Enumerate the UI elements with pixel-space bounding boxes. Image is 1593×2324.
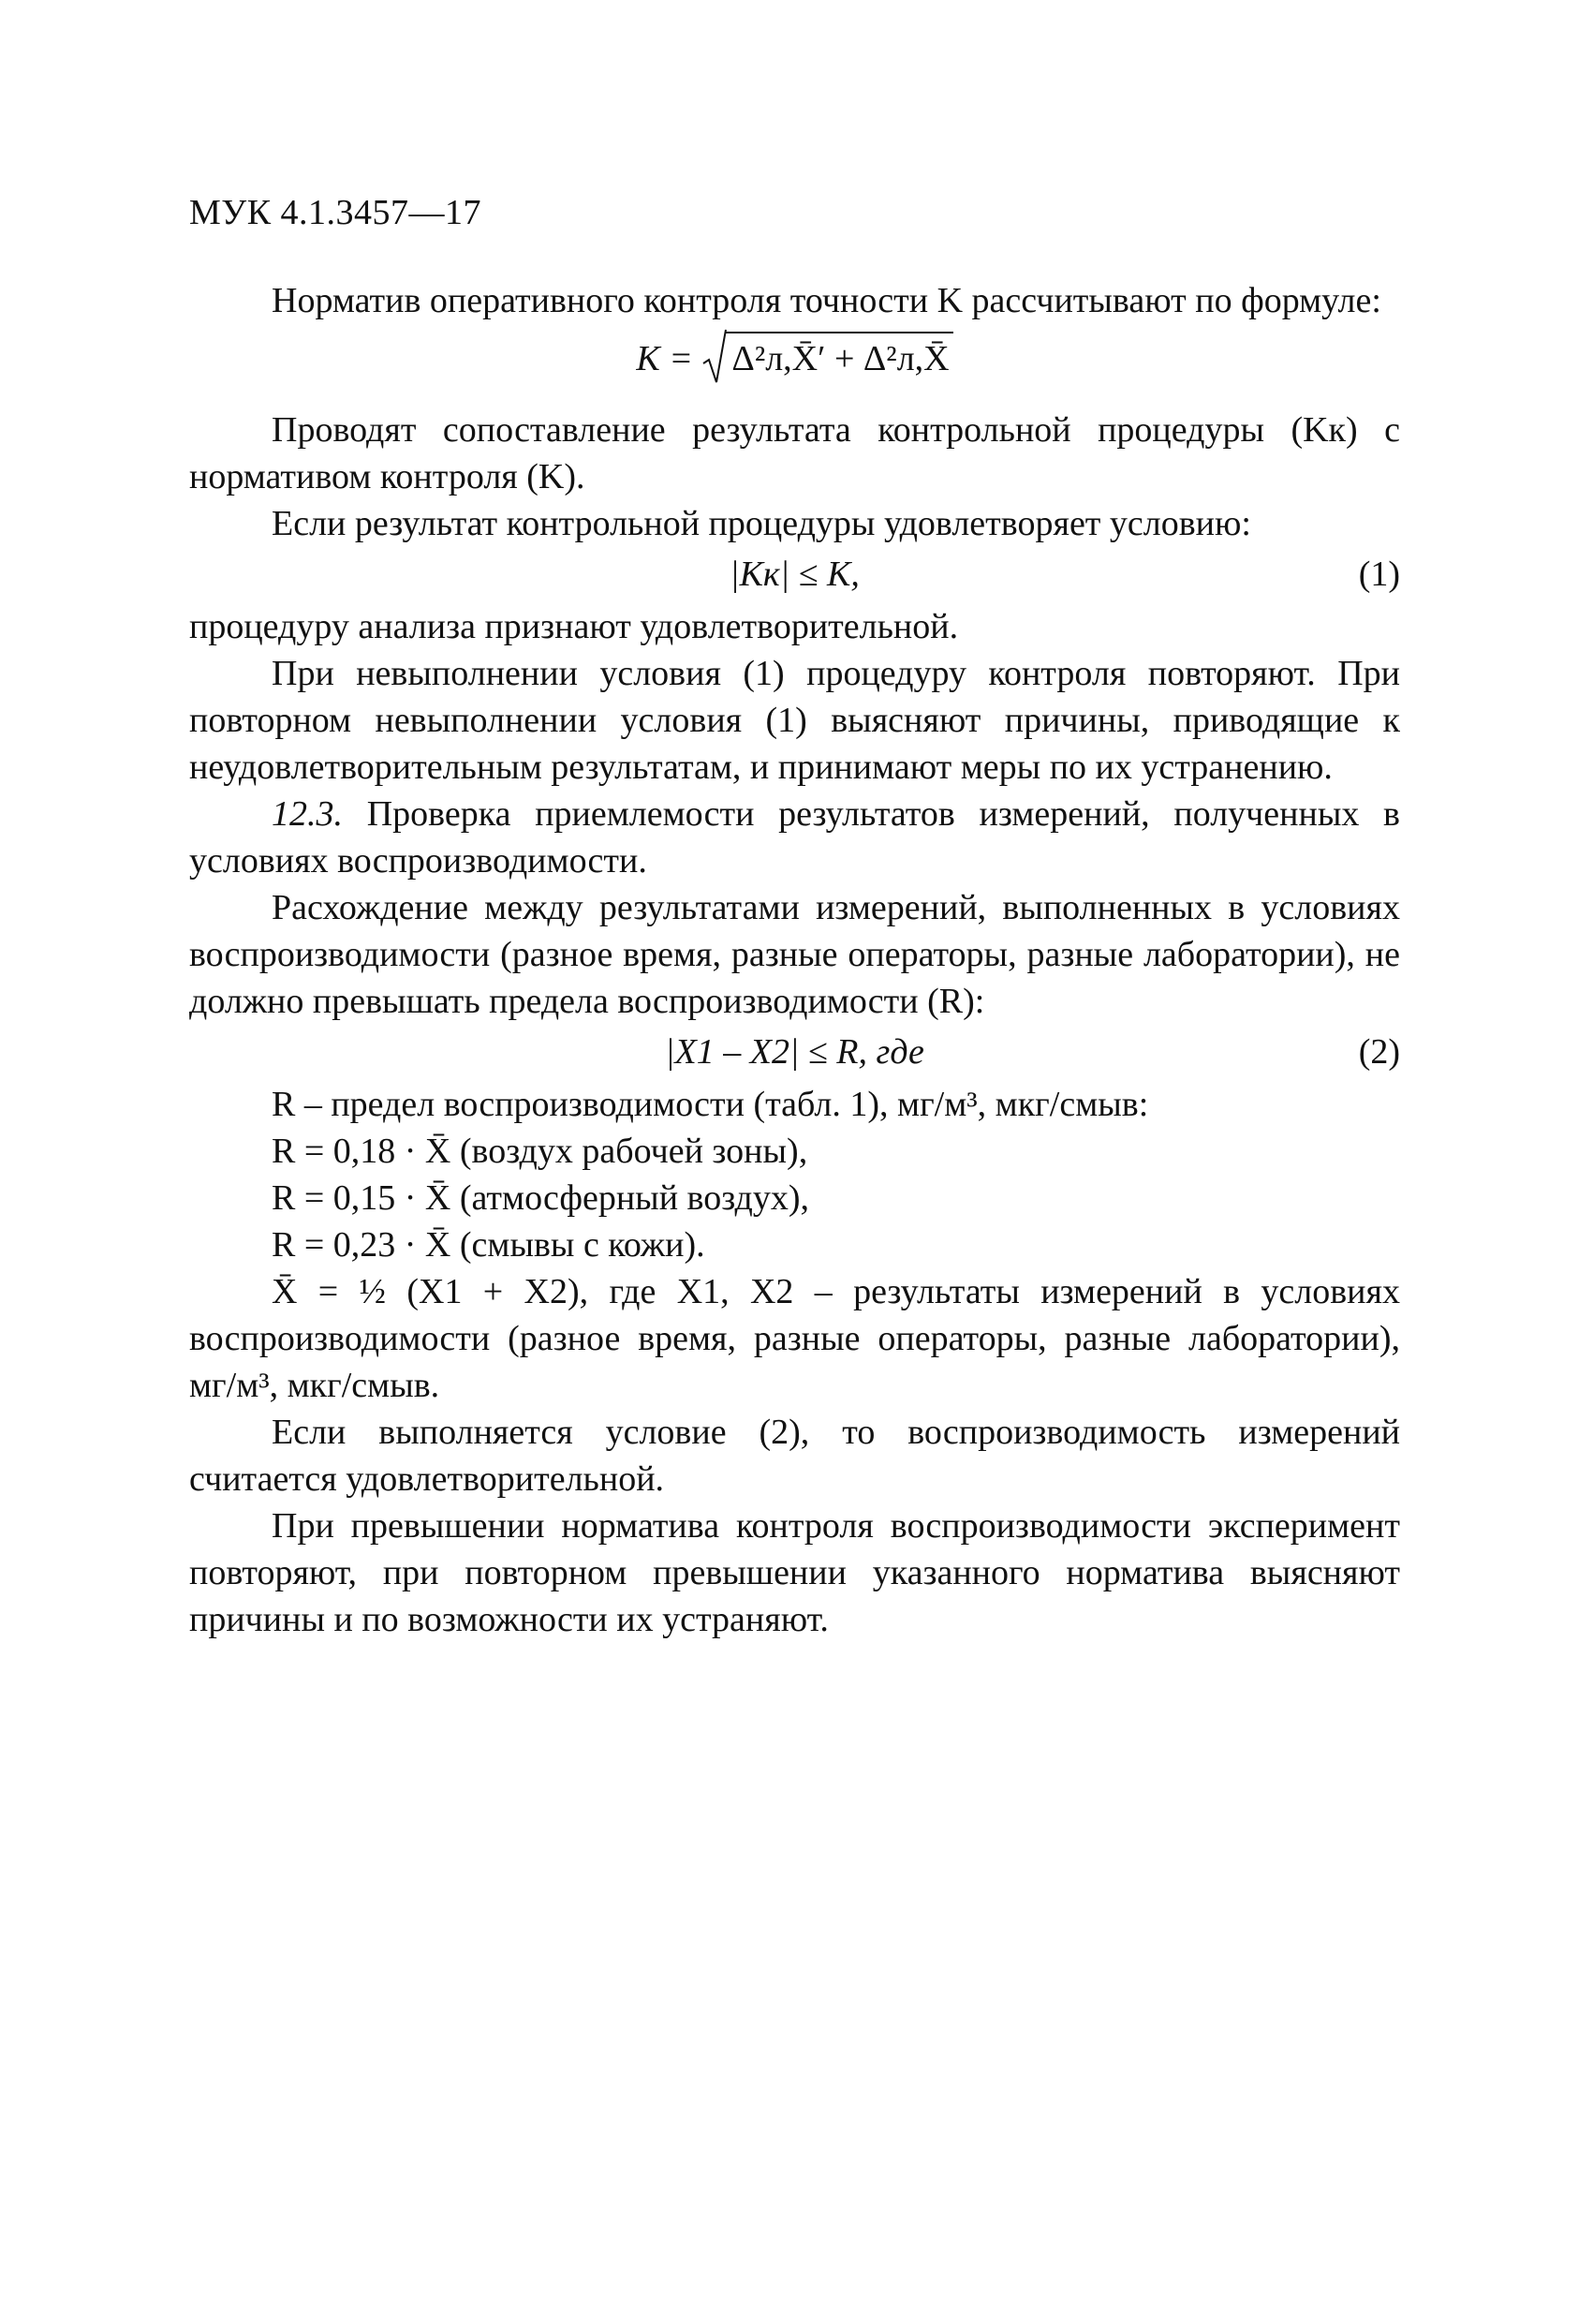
document-body xyxy=(189,277,1400,1643)
square-root-icon xyxy=(701,332,952,382)
equation-1 xyxy=(189,551,1400,603)
paragraph-norm-formula-intro: Норматив оперативного контроля точности K рассчитывают по формуле: xyxy=(272,281,1381,320)
formula-k-radicand xyxy=(726,332,952,382)
r-line-work-air: R = 0,18 · X̄ (воздух рабочей зоны), xyxy=(272,1132,808,1171)
document-code-header: МУК 4.1.3457—17 xyxy=(189,193,482,232)
equation-2-expression: |X1 – X2| ≤ R, где xyxy=(665,1032,924,1072)
formula-k-expression xyxy=(189,332,1400,382)
paragraph-reproducibility-ok: Если выполняется условие (2), то воспроизводимость измерений считается удовлетворительной. xyxy=(189,1413,1400,1499)
equation-1-number: (1) xyxy=(1358,555,1400,594)
paragraph-r-definition: R – предел воспроизводимости (табл. 1), мг/м³, мкг/смыв: xyxy=(272,1085,1149,1124)
section-number: 12.3. xyxy=(272,794,343,834)
section-12-3 xyxy=(189,791,1400,884)
paragraph-condition-intro: Если результат контрольной процедуры удовлетворяет условию: xyxy=(272,504,1251,543)
section-title: Проверка приемлемости результатов измерений, полученных в условиях воспроизводимости. xyxy=(189,794,1400,881)
equation-2-number: (2) xyxy=(1358,1032,1400,1072)
formula-k-term2: Δ²л,X̄ xyxy=(863,339,950,378)
formula-k xyxy=(189,332,1400,399)
formula-k-plus: + xyxy=(833,339,855,378)
r-line-atmospheric-air: R = 0,15 · X̄ (атмосферный воздух), xyxy=(272,1178,810,1218)
formula-k-term1: Δ²л,X̄′ xyxy=(731,339,826,378)
paragraph-satisfactory: процедуру анализа признают удовлетворительной. xyxy=(189,607,959,646)
formula-k-lhs: K = xyxy=(636,339,693,378)
paragraph-repeat-control: При невыполнении условия (1) процедуру контроля повторяют. При повторном невыполнении условия (1) выясняют причины, приводящие к неудовлетворительным результатам, и принимают меры по их устранению. xyxy=(189,654,1400,787)
r-line-skin-washes: R = 0,23 · X̄ (смывы с кожи). xyxy=(272,1225,705,1265)
paragraph-comparison: Проводят сопоставление результата контрольной процедуры (Kк) с нормативом контроля (K). xyxy=(189,410,1400,496)
radical-sign-icon xyxy=(701,326,728,386)
paragraph-exceeding-norm: При превышении норматива контроля воспроизводимости эксперимент повторяют, при повторном превышении указанного норматива выясняют причины и по возможности их устраняют. xyxy=(189,1506,1400,1639)
paragraph-discrepancy: Расхождение между результатами измерений, выполненных в условиях воспроизводимости (разное время, разные операторы, разные лаборатории), не должно превышать предела воспроизводимости (R): xyxy=(189,888,1400,1021)
equation-1-expression: |Kк| ≤ K, xyxy=(730,555,860,594)
paragraph-xbar-definition: X̄ = ½ (X1 + X2), где X1, X2 – результаты измерений в условиях воспроизводимости (разное время, разные операторы, разные лаборатории), мг/м³, мкг/смыв. xyxy=(189,1272,1400,1405)
equation-2 xyxy=(189,1029,1400,1081)
